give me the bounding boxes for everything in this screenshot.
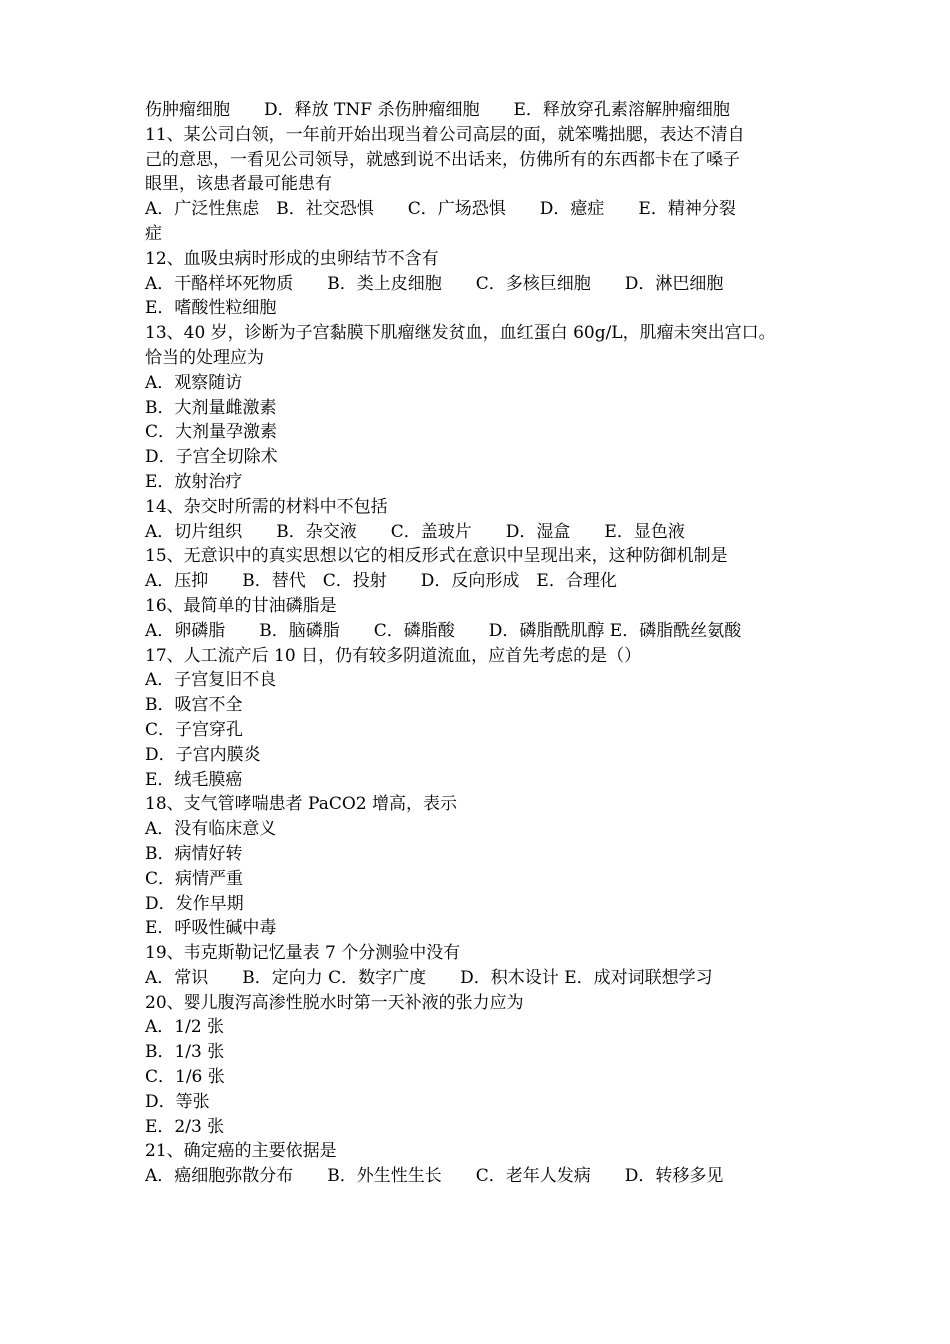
answer-options: A．切片组织 B．杂交液 C．盖玻片 D．湿盒 E．显色液 <box>145 521 685 542</box>
answer-options: A．常识 B．定向力 C．数字广度 D．积木设计 E．成对词联想学习 <box>145 967 713 988</box>
answer-option: E．绒毛膜癌 <box>145 769 243 790</box>
text-line: 己的意思，一看见公司领导，就感到说不出话来，仿佛所有的东西都卡在了嗓子 <box>145 149 740 170</box>
answer-option: D．子宫内膜炎 <box>145 744 261 765</box>
text-line: 症 <box>145 223 162 244</box>
answer-options: A．卵磷脂 B．脑磷脂 C．磷脂酸 D．磷脂酰肌醇 E．磷脂酰丝氨酸 <box>145 620 742 641</box>
answer-option: C．子宫穿孔 <box>145 719 244 740</box>
question-stem: 12、血吸虫病时形成的虫卵结节不含有 <box>145 248 439 269</box>
question-stem: 16、最简单的甘油磷脂是 <box>145 595 337 616</box>
answer-options: A．癌细胞弥散分布 B．外生性生长 C．老年人发病 D．转移多见 <box>145 1166 724 1187</box>
question-stem: 11、某公司白领，一年前开始出现当着公司高层的面，就笨嘴拙腮，表达不清自 <box>145 124 745 145</box>
question-stem: 14、杂交时所需的材料中不包括 <box>145 496 388 517</box>
text-line: 眼里，该患者最可能患有 <box>145 174 332 195</box>
answer-options: A．干酪样坏死物质 B．类上皮细胞 C．多核巨细胞 D．淋巴细胞 <box>145 273 724 294</box>
question-stem: 17、人工流产后 10 日，仍有较多阴道流血，应首先考虑的是（） <box>145 645 642 666</box>
answer-option: B．吸宫不全 <box>145 695 243 716</box>
text-line: 恰当的处理应为 <box>145 347 264 368</box>
answer-option: A．子宫复旧不良 <box>145 670 277 691</box>
text-line: 伤肿瘤细胞 D．释放 TNF 杀伤肿瘤细胞 E．释放穿孔素溶解肿瘤细胞 <box>145 100 730 120</box>
answer-options: A．压抑 B．替代 C．投射 D．反向形成 E．合理化 <box>145 571 617 592</box>
question-stem: 15、无意识中的真实思想以它的相反形式在意识中呈现出来，这种防御机制是 <box>145 546 728 567</box>
answer-option: D．发作早期 <box>145 893 244 914</box>
question-stem: 19、韦克斯勒记忆量表 7 个分测验中没有 <box>145 943 461 964</box>
answer-option: A．1/2 张 <box>145 1017 225 1038</box>
question-stem: 20、婴儿腹泻高渗性脱水时第一天补液的张力应为 <box>145 992 524 1013</box>
document-page <box>145 98 825 1189</box>
answer-option: B．大剂量雌激素 <box>145 397 277 418</box>
answer-option: E．嗜酸性粒细胞 <box>145 298 277 319</box>
question-stem: 18、支气管哮喘患者 PaCO2 增高，表示 <box>145 794 458 815</box>
answer-option: B．病情好转 <box>145 843 243 864</box>
answer-option: C．病情严重 <box>145 868 244 889</box>
answer-option: B．1/3 张 <box>145 1042 225 1063</box>
question-stem: 13、40 岁，诊断为子宫黏膜下肌瘤继发贫血，血红蛋白 60g/L，肌瘤未突出宫口。 <box>145 323 776 344</box>
answer-option: C．1/6 张 <box>145 1067 225 1088</box>
answer-options: A．广泛性焦虑 B．社交恐惧 C．广场恐惧 D．癔症 E．精神分裂 <box>145 199 736 220</box>
answer-option: C．大剂量孕激素 <box>145 422 278 443</box>
answer-option: D．等张 <box>145 1091 210 1112</box>
answer-option: E．呼吸性碱中毒 <box>145 918 277 939</box>
question-stem: 21、确定癌的主要依据是 <box>145 1141 337 1162</box>
answer-option: E．2/3 张 <box>145 1116 225 1137</box>
answer-option: A．没有临床意义 <box>145 819 277 840</box>
answer-option: A．观察随访 <box>145 372 243 393</box>
answer-option: D．子宫全切除术 <box>145 447 278 468</box>
answer-option: E．放射治疗 <box>145 471 243 492</box>
